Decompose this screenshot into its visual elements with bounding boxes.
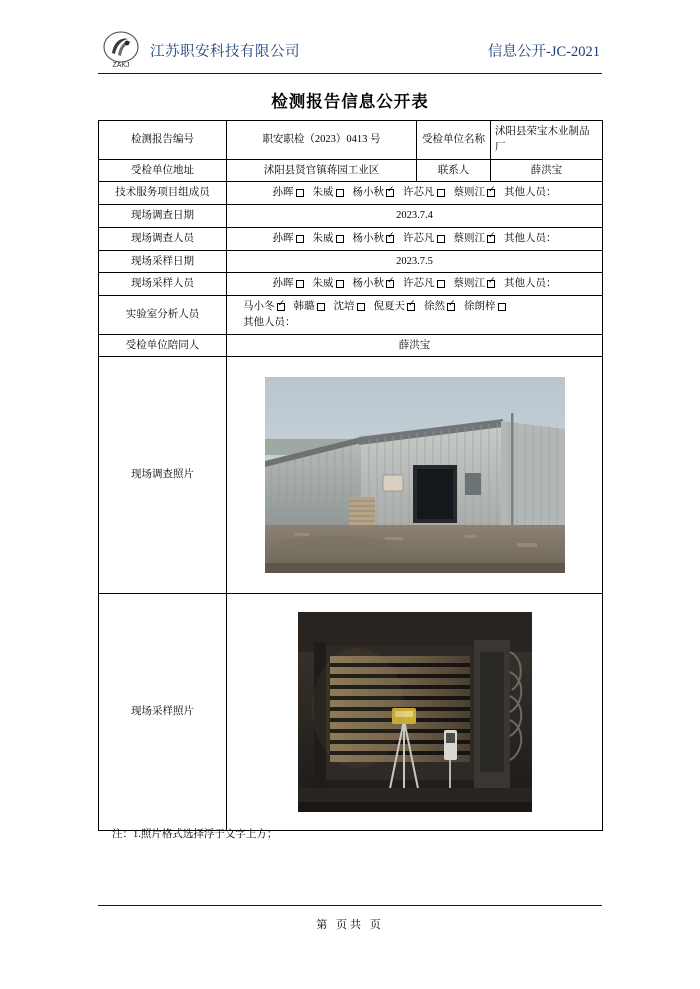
tech-team-value [227,182,603,205]
staff-checkbox-item[interactable] [313,231,344,247]
report-info-table [98,120,603,831]
sample-staff-checklist [231,276,598,292]
table-row [99,227,603,250]
company-logo-icon [98,31,144,71]
sample-staff-label: 现场采样人员 [99,273,227,296]
staff-checkbox-item[interactable] [273,231,304,247]
sample-photo-cell [227,594,603,831]
staff-checkbox-item[interactable] [454,276,496,292]
staff-name: 孙晖 [272,187,294,199]
survey-photo-wrap [231,377,598,573]
sample-photo-wrap [231,612,598,812]
staff-checkbox-item[interactable] [424,299,455,315]
staff-name: 马小冬 [243,301,275,312]
checkbox-unchecked-icon[interactable] [296,280,304,288]
staff-name: 徐朗梓 [464,301,496,312]
checkbox-checked-icon[interactable] [447,303,455,311]
staff-name: 孙晖 [272,232,294,244]
table-row [99,357,603,594]
footnote: 注：1.照片格式选择浮于文字上方； [112,829,278,840]
checkbox-unchecked-icon[interactable] [296,235,304,243]
staff-checkbox-item[interactable] [454,185,496,201]
staff-checkbox-item[interactable] [353,276,395,292]
staff-checkbox-item[interactable] [353,185,395,201]
staff-name: 杨小秋 [352,278,384,290]
survey-photo-image [265,377,565,573]
staff-checkbox-item[interactable] [403,231,445,247]
sample-photo-image [298,612,532,812]
tech-team-checklist [231,185,598,201]
staff-checkbox-item[interactable] [403,276,445,292]
staff-checkbox-item[interactable] [294,299,325,315]
checkbox-unchecked-icon[interactable] [336,235,344,243]
staff-name: 杨小秋 [352,232,384,244]
table-row [99,594,603,831]
staff-name: 朱威 [312,232,334,244]
table-row [99,334,603,357]
staff-checkbox-item[interactable] [454,231,496,247]
checkbox-unchecked-icon[interactable] [437,280,445,288]
checkbox-checked-icon[interactable] [487,280,495,288]
staff-checkbox-item[interactable] [334,299,365,315]
staff-name: 倪夏天 [373,301,405,312]
checkbox-unchecked-icon[interactable] [317,303,325,311]
others-label: 其他人员： [504,278,557,290]
table-row [99,182,603,205]
staff-checkbox-item[interactable] [374,299,416,315]
checkbox-checked-icon[interactable] [487,189,495,197]
staff-checkbox-item[interactable] [273,185,304,201]
checkbox-unchecked-icon[interactable] [336,280,344,288]
accompany-value: 薛洪宝 [227,334,603,357]
lab-staff-label: 实验室分析人员 [99,296,227,335]
staff-checkbox-item[interactable] [243,299,285,315]
checkbox-checked-icon[interactable] [277,303,285,311]
report-no-label: 检测报告编号 [99,121,227,160]
checkbox-checked-icon[interactable] [487,235,495,243]
checkbox-checked-icon[interactable] [386,235,394,243]
page-footer [98,905,602,932]
staff-name: 蔡则江 [453,278,485,290]
sample-photo-label: 现场采样照片 [99,594,227,831]
survey-date-value: 2023.7.4 [227,205,603,228]
checkbox-unchecked-icon[interactable] [437,235,445,243]
staff-checkbox-item[interactable] [403,185,445,201]
checkbox-unchecked-icon[interactable] [296,189,304,197]
staff-checkbox-item[interactable] [313,185,344,201]
page-title: 检测报告信息公开表 [271,92,429,111]
svg-text:ZAKJ: ZAKJ [112,61,130,69]
staff-name: 朱威 [312,278,334,290]
contact-label: 联系人 [417,159,491,182]
staff-name: 许芯凡 [403,278,435,290]
lab-staff-checklist [231,299,598,315]
header-left [98,31,300,71]
lab-staff-others: 其他人员： [243,316,296,328]
staff-name: 韩璐 [293,301,315,312]
table-row [99,121,603,160]
sample-staff-value [227,273,603,296]
staff-name: 蔡则江 [453,187,485,199]
document-code: 信息公开-JC-2021 [488,44,600,60]
checkbox-unchecked-icon[interactable] [437,189,445,197]
checkbox-unchecked-icon[interactable] [498,303,506,311]
staff-name: 徐然 [424,301,445,312]
staff-name: 孙晖 [272,278,294,290]
accompany-label: 受检单位陪同人 [99,334,227,357]
survey-staff-checklist [231,231,598,247]
checkbox-unchecked-icon[interactable] [357,303,365,311]
survey-staff-label: 现场调查人员 [99,227,227,250]
page-number: 第 页共 页 [316,919,384,931]
staff-name: 朱威 [312,187,334,199]
others-label: 其他人员： [504,187,557,199]
page-header [98,28,602,74]
staff-checkbox-item[interactable] [273,276,304,292]
client-name-value: 沭阳县荣宝木业制品厂 [491,121,603,160]
staff-name: 许芯凡 [403,187,435,199]
checkbox-unchecked-icon[interactable] [336,189,344,197]
survey-staff-value [227,227,603,250]
staff-checkbox-item[interactable] [313,276,344,292]
table-row [99,273,603,296]
staff-name: 沈培 [333,301,355,312]
contact-value: 薛洪宝 [491,159,603,182]
checkbox-checked-icon[interactable] [386,280,394,288]
survey-date-label: 现场调查日期 [99,205,227,228]
checkbox-checked-icon[interactable] [386,189,394,197]
others-label: 其他人员： [504,232,557,244]
table-row [99,296,603,335]
table-row [99,205,603,228]
report-no-value: 职安职检（2023）0413 号 [227,121,417,160]
survey-photo-label: 现场调查照片 [99,357,227,594]
staff-name: 蔡则江 [453,232,485,244]
sample-date-label: 现场采样日期 [99,250,227,273]
survey-photo-cell [227,357,603,594]
client-name-label: 受检单位名称 [417,121,491,160]
sample-date-value: 2023.7.5 [227,250,603,273]
checkbox-checked-icon[interactable] [407,303,415,311]
company-name: 江苏职安科技有限公司 [150,44,300,60]
staff-checkbox-item[interactable] [464,299,506,315]
lab-staff-value [227,296,603,335]
staff-checkbox-item[interactable] [353,231,395,247]
staff-name: 许芯凡 [403,232,435,244]
client-addr-value: 沭阳县贤官镇蒋园工业区 [227,159,417,182]
client-addr-label: 受检单位地址 [99,159,227,182]
staff-name: 杨小秋 [352,187,384,199]
table-row [99,250,603,273]
table-row [99,159,603,182]
tech-team-label: 技术服务项目组成员 [99,182,227,205]
